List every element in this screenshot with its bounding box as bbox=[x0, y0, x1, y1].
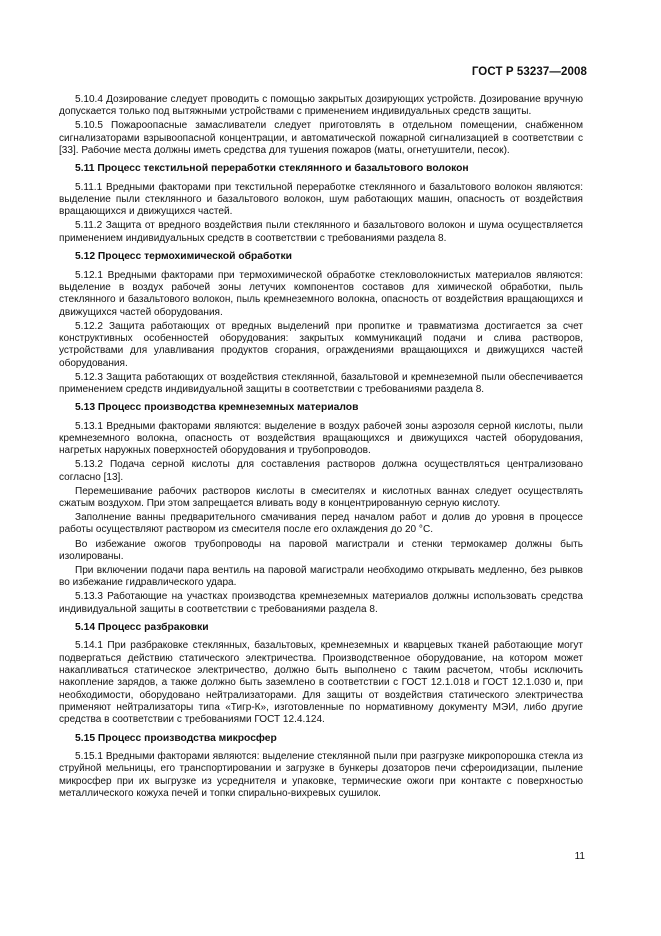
paragraph: 5.13.2 Подача серной кислоты для составления растворов должна осуществляться централизовано согласно [13]. bbox=[59, 459, 583, 483]
paragraph: Заполнение ванны предварительного смачивания перед началом работ и долив до уровня в процессе работы осуществляют раствором из смесителя после его охлаждения до 20 °С. bbox=[59, 512, 583, 536]
paragraph: Перемешивание рабочих растворов кислоты в смесителях и кислотных ваннах следует осуществлять сжатым воздухом. При этом запрещается вливать воду в концентрированную серную кислоту. bbox=[59, 485, 583, 510]
paragraph: Во избежание ожогов трубопроводы на паровой магистрали и стенки термокамер должны быть изолированы. bbox=[59, 538, 583, 562]
section-heading: 5.13 Процесс производства кремнеземных материалов bbox=[75, 402, 359, 414]
document-id: ГОСТ Р 53237—2008 bbox=[471, 66, 587, 78]
paragraph: При включении подачи пара вентиль на паровой магистрали необходимо открывать медленно, без рывков во избежание гидравлического удара. bbox=[59, 564, 583, 589]
section-heading: 5.11 Процесс текстильной переработки стеклянного и базальтового волокон bbox=[75, 163, 469, 175]
section-heading: 5.15 Процесс производства микросфер bbox=[75, 732, 277, 744]
paragraph: 5.13.3 Работающие на участках производства кремнеземных материалов должны использовать средства индивидуальной защиты в соответствии с требованиями раздела 8. bbox=[59, 591, 583, 615]
paragraph: 5.12.2 Защита работающих от вредных выделений при пропитке и травматизма достигается за счет конструктивных особенностей оборудования: закрытых коммуникаций подачи и слива растворов, устройствами для улавливания продуктов сгорания, ограждениями вращающихся и движущихся частей оборудования. bbox=[59, 320, 583, 369]
paragraph: 5.13.1 Вредными факторами являются: выделение в воздух рабочей зоны аэрозоля серной кислоты, пыли кремнеземного волокна, опасность от воздействия вращающихся и движущихся частей оборудования, нагретых наружных поверхностей оборудования и трубопроводов. bbox=[59, 420, 583, 457]
section-heading: 5.14 Процесс разбраковки bbox=[75, 621, 209, 633]
paragraph: 5.15.1 Вредными факторами являются: выделение стеклянной пыли при разгрузке микропорошка стекла из струйной мельницы, его транспортировании и загрузке в бункеры дозаторов печи сфероидизации, пыление микросфер при их выгрузке из усреднителя и упаковке, термические ожоги при контакте с поверхностью металлического кожуха печей и топки спирально-вихревых сушилок. bbox=[59, 751, 583, 800]
paragraph: 5.12.3 Защита работающих от воздействия стеклянной, базальтовой и кремнеземной пыли обеспечивается применением средств индивидуальной защиты в соответствии с требованиями раздела 8. bbox=[59, 371, 583, 395]
paragraph: 5.10.4 Дозирование следует проводить с помощью закрытых дозирующих устройств. Дозирование вручную допускается только под вытяжными устройствами с применением индивидуальных средств защиты. bbox=[59, 94, 583, 118]
document-body bbox=[59, 94, 583, 802]
paragraph: 5.14.1 При разбраковке стеклянных, базальтовых, кремнеземных и кварцевых тканей работающие могут подвергаться действию статического электричества. Производственное оборудование, на котором может накапливаться статическое электричество, должно быть выполнено с таким расчетом, чтобы исключить накопление зарядов, а также должно быть заземлено в соответствии с ГОСТ 12.1.018 и ГОСТ 12.1.030 и, при необходимости, оборудовано нейтрализаторами. Для защиты от воздействия статического электричества применяют нейтрализаторы типа «Тигр-К», изготовленные по нормативному документу МЭИ, либо другие средства в соответствии с требованиями ГОСТ 12.4.124. bbox=[59, 640, 583, 726]
paragraph: 5.12.1 Вредными факторами при термохимической обработке стекловолокнистых материалов являются: выделение в воздух рабочей зоны летучих компонентов составов для химической обработки, пыль стеклянного и базальтового волокон, пыль кремнеземного волокна, опасность от воздействия вращающихся и движущихся частей оборудования. bbox=[59, 269, 583, 318]
page-number: 11 bbox=[574, 851, 585, 862]
paragraph: 5.10.5 Пожароопасные замасливатели следует приготовлять в отдельном помещении, снабженном сигнализаторами взрывоопасной концентрации, и автоматической пожарной сигнализацией в соответствии с [33]. Рабочие места должны иметь средства для тушения пожаров (маты, огнетушители, песок). bbox=[59, 120, 583, 157]
section-heading: 5.12 Процесс термохимической обработки bbox=[75, 251, 292, 263]
paragraph: 5.11.1 Вредными факторами при текстильной переработке стеклянного и базальтового волокон являются: выделение пыли стеклянного и базальтового волокон, шум работающих машин, опасность от воздействия вращающихся и движущихся частей. bbox=[59, 181, 583, 218]
paragraph: 5.11.2 Защита от вредного воздействия пыли стеклянного и базальтового волокон и шума осуществляется применением индивидуальных средств в соответствии с требованиями раздела 8. bbox=[59, 220, 583, 244]
